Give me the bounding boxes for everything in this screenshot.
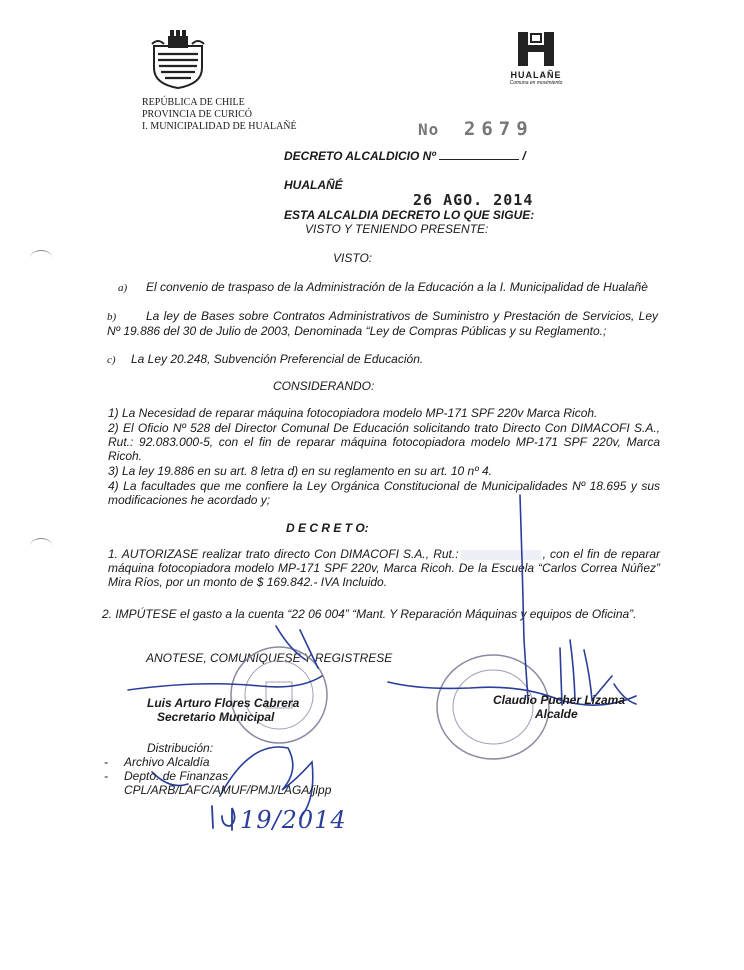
logo-tagline: Comuna en movimiento (509, 80, 563, 86)
visto-teniendo: VISTO Y TENIENDO PRESENTE: (305, 222, 489, 236)
distribucion-item-1: - Archivo Alcaldía (104, 755, 210, 769)
municipal-coat-of-arms (150, 28, 206, 90)
header-line-municipality: I. MUNICIPALIDAD DE HUALAÑÉ (142, 121, 297, 132)
number-prefix: No (418, 120, 440, 139)
header-line-republic: REPÚBLICA DE CHILE (142, 97, 245, 108)
visto-text-c: La Ley 20.248, Subvención Preferencial de Educación. (131, 352, 424, 366)
decreto-item-1 (108, 547, 660, 589)
city-name: HUALAÑÉ (284, 178, 343, 192)
visto-item-c (107, 352, 658, 367)
decreto-label: DECRETO ALCALDICIO Nº (284, 149, 436, 163)
considerando-item-1: 1) La Necesidad de reparar máquina fotocopiadora modelo MP-171 SPF 220v Marca Ricoh. (108, 406, 598, 420)
signer-right-name: Claudio Pucher Lizama (493, 693, 626, 707)
distribucion-heading: Distribución: (147, 741, 214, 755)
logo-name: HUALAÑE (510, 70, 562, 80)
visto-label-c: c) (107, 354, 116, 366)
visto-text-a: El convenio de traspaso de la Administración de la Educación a la I. Municipalidad de Hualañè (146, 280, 648, 294)
visto-label-b: b) (107, 311, 117, 323)
visto-item-b (107, 309, 658, 338)
decreto-heading: D E C R E T O: (286, 521, 369, 535)
decreto-number-blank (439, 148, 519, 160)
signer-left-name: Luis Arturo Flores Cabrera (147, 696, 300, 710)
visto-heading: VISTO: (333, 251, 373, 265)
decreto-slash: / (522, 149, 526, 163)
header-line-province: PROVINCIA DE CURICÓ (142, 109, 253, 120)
considerando-item-4: 4) La facultades que me confiere la Ley Orgánica Constitucional de Municipalidades Nº 18.695 y sus modificaciones he acordado y; (108, 479, 660, 507)
closing-formula: ANOTESE, COMUNIQUESE Y REGISTRESE (146, 651, 393, 665)
signer-right-title: Alcalde (535, 707, 578, 721)
redacted-rut (461, 550, 541, 560)
punch-hole-mark-top (30, 250, 52, 265)
decreto-item-1-end: , con el fin de reparar máquina fotocopiadora modelo MP-171 SPF 220v, Marca Ricoh. De la Escuela “Carlos Correa Núñez” Mira Ríos, por un monto de $ 169.842.- IVA Incluido. (108, 547, 660, 589)
date-stamp: 26 AGO. 2014 (413, 191, 534, 209)
considerando-item-3: 3) La ley 19.886 en su art. 8 letra d) en su reglamento en su art. 10 nº 4. (108, 464, 492, 478)
decreto-item-1-start: 1. AUTORIZASE realizar trato directo Con DIMACOFI S.A., Rut.: (108, 547, 459, 561)
decree-intro: ESTA ALCALDIA DECRETO LO QUE SIGUE: (284, 208, 535, 222)
considerando-item-2: 2) El Oficio Nº 528 del Director Comunal De Educación solicitando trato Directo Con DIMACOFI S.A., Rut.: 92.083.000-5, con el fin de reparar máquina fotocopiadora modelo MP-171 SPF 220v, Marca Ricoh. (108, 421, 660, 463)
hualane-logo (508, 30, 564, 92)
considerando-list (108, 406, 660, 507)
signer-left-title: Secretario Municipal (157, 710, 275, 724)
considerando-heading: CONSIDERANDO: (273, 379, 375, 393)
municipal-seal-left (228, 644, 330, 746)
visto-text-b: La ley de Bases sobre Contratos Administrativos de Suministro y Prestación de Servicios, Ley Nº 19.886 del 30 de Julio de 2003, Denominada “Ley de Compras Públicas y su Reglamento.; (107, 309, 658, 338)
header-institution (142, 97, 297, 133)
decree-number-stamp (418, 118, 534, 140)
distribucion-initials: CPL/ARB/LAFC/AMUF/PMJ/LAGA/jlpp (124, 783, 332, 797)
distribucion-item-2: - Depto. de Finanzas (104, 769, 229, 783)
distribucion-list (104, 755, 228, 783)
visto-label-a: a) (118, 282, 128, 294)
decreto-item-2: 2. IMPÚTESE el gasto a la cuenta “22 06 004” “Mant. Y Reparación Máquinas y equipos de Oficina”. (102, 607, 637, 621)
visto-item-a (118, 280, 658, 295)
handwritten-date: 19/2014 (240, 806, 347, 834)
punch-hole-mark-bottom (30, 538, 52, 553)
number-value: 2679 (463, 118, 534, 140)
decreto-title-line (284, 148, 534, 163)
